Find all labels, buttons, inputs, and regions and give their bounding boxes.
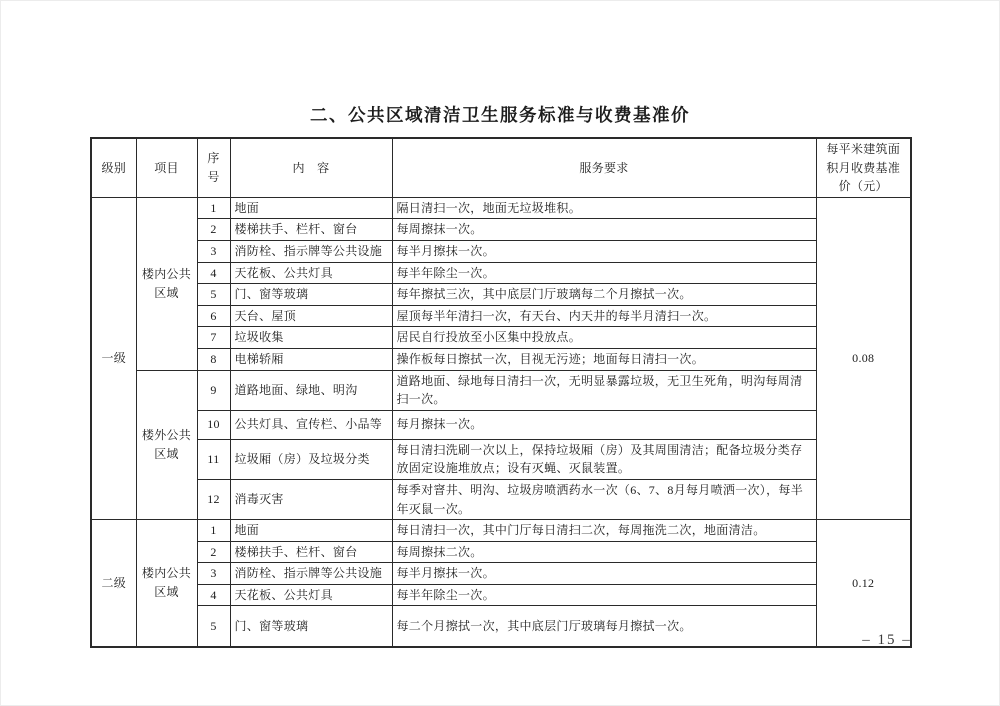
cell-requirement: 操作板每日擦拭一次，目视无污迹；地面每日清扫一次。: [392, 348, 816, 370]
table-row: [91, 219, 911, 241]
cell-price: 0.08: [816, 197, 911, 519]
cell-content: 公共灯具、宣传栏、小品等: [230, 410, 392, 439]
page-title: 二、公共区域清洁卫生服务标准与收费基准价: [310, 105, 690, 125]
cell-content: 地面: [230, 520, 392, 542]
cell-requirement: 每年擦拭三次，其中底层门厅玻璃每二个月擦拭一次。: [392, 284, 816, 306]
cell-requirement: 每月擦抹一次。: [392, 410, 816, 439]
cell-requirement: 每日清扫一次，其中门厅每日清扫二次，每周拖洗二次，地面清洁。: [392, 520, 816, 542]
header-level: 级别: [91, 138, 136, 197]
cell-content: 楼梯扶手、栏杆、窗台: [230, 541, 392, 563]
table-row: [91, 479, 911, 519]
table-row: [91, 262, 911, 284]
cell-content: 道路地面、绿地、明沟: [230, 370, 392, 410]
cell-content: 门、窗等玻璃: [230, 284, 392, 306]
cell-requirement: 每半月擦抹一次。: [392, 563, 816, 585]
table-row: [91, 541, 911, 563]
cell-seq: 5: [197, 284, 230, 306]
cell-seq: 4: [197, 584, 230, 606]
cell-seq: 7: [197, 327, 230, 349]
table-row: [91, 584, 911, 606]
table-row: [91, 410, 911, 439]
cell-seq: 1: [197, 520, 230, 542]
cell-content: 地面: [230, 197, 392, 219]
table-row: [91, 197, 911, 219]
cell-requirement: 每半年除尘一次。: [392, 262, 816, 284]
cell-seq: 4: [197, 262, 230, 284]
header-item: 项目: [136, 138, 197, 197]
cell-content: 天台、屋顶: [230, 305, 392, 327]
table-header-row: [91, 138, 911, 197]
cell-seq: 3: [197, 240, 230, 262]
header-price: 每平米建筑面积月收费基准价（元）: [816, 138, 911, 197]
table-row: [91, 370, 911, 410]
table-row: [91, 348, 911, 370]
cell-content: 消防栓、指示牌等公共设施: [230, 563, 392, 585]
table-row: [91, 520, 911, 542]
table-row: [91, 284, 911, 306]
cell-requirement: 每半月擦抹一次。: [392, 240, 816, 262]
header-seq: 序号: [197, 138, 230, 197]
cell-content: 楼梯扶手、栏杆、窗台: [230, 219, 392, 241]
cell-requirement: 每日清扫洗刷一次以上，保持垃圾厢（房）及其周围清洁；配备垃圾分类存放固定设施堆放点；设有灭蝇、灭鼠装置。: [392, 439, 816, 479]
cell-seq: 1: [197, 197, 230, 219]
table-row: [91, 563, 911, 585]
cell-content: 消防栓、指示牌等公共设施: [230, 240, 392, 262]
cell-requirement: 每二个月擦拭一次，其中底层门厅玻璃每月擦拭一次。: [392, 606, 816, 647]
cell-requirement: 每周擦抹一次。: [392, 219, 816, 241]
cell-content: 天花板、公共灯具: [230, 262, 392, 284]
cell-seq: 8: [197, 348, 230, 370]
cell-seq: 10: [197, 410, 230, 439]
cell-seq: 2: [197, 541, 230, 563]
table-row: [91, 327, 911, 349]
cell-seq: 9: [197, 370, 230, 410]
cell-requirement: 每季对窨井、明沟、垃圾房喷洒药水一次（6、7、8月每月喷洒一次），每半年灭鼠一次。: [392, 479, 816, 519]
table-row: [91, 606, 911, 647]
cell-content: 天花板、公共灯具: [230, 584, 392, 606]
cell-content: 门、窗等玻璃: [230, 606, 392, 647]
cell-requirement: 屋顶每半年清扫一次，有天台、内天井的每半月清扫一次。: [392, 305, 816, 327]
cell-content: 垃圾收集: [230, 327, 392, 349]
service-standard-table: [90, 137, 912, 648]
cell-content: 垃圾厢（房）及垃圾分类: [230, 439, 392, 479]
cell-content: 消毒灭害: [230, 479, 392, 519]
cell-seq: 3: [197, 563, 230, 585]
cell-seq: 6: [197, 305, 230, 327]
cell-seq: 12: [197, 479, 230, 519]
cell-requirement: 隔日清扫一次，地面无垃圾堆积。: [392, 197, 816, 219]
cell-requirement: 每周擦抹二次。: [392, 541, 816, 563]
table-row: [91, 240, 911, 262]
cell-area: 楼内公共区域: [136, 520, 197, 647]
table-row: [91, 305, 911, 327]
cell-price: 0.12: [816, 520, 911, 647]
cell-seq: 11: [197, 439, 230, 479]
cell-requirement: 每半年除尘一次。: [392, 584, 816, 606]
header-requirement: 服务要求: [392, 138, 816, 197]
cell-content: 电梯轿厢: [230, 348, 392, 370]
page-number: – 15 –: [862, 632, 912, 648]
cell-seq: 2: [197, 219, 230, 241]
cell-area: 楼外公共区域: [136, 370, 197, 520]
cell-area: 楼内公共区域: [136, 197, 197, 370]
table-row: [91, 439, 911, 479]
cell-level: 二级: [91, 520, 136, 647]
cell-requirement: 道路地面、绿地每日清扫一次，无明显暴露垃圾，无卫生死角，明沟每周清扫一次。: [392, 370, 816, 410]
cell-level: 一级: [91, 197, 136, 519]
cell-seq: 5: [197, 606, 230, 647]
cell-requirement: 居民自行投放至小区集中投放点。: [392, 327, 816, 349]
header-content: 内 容: [230, 138, 392, 197]
